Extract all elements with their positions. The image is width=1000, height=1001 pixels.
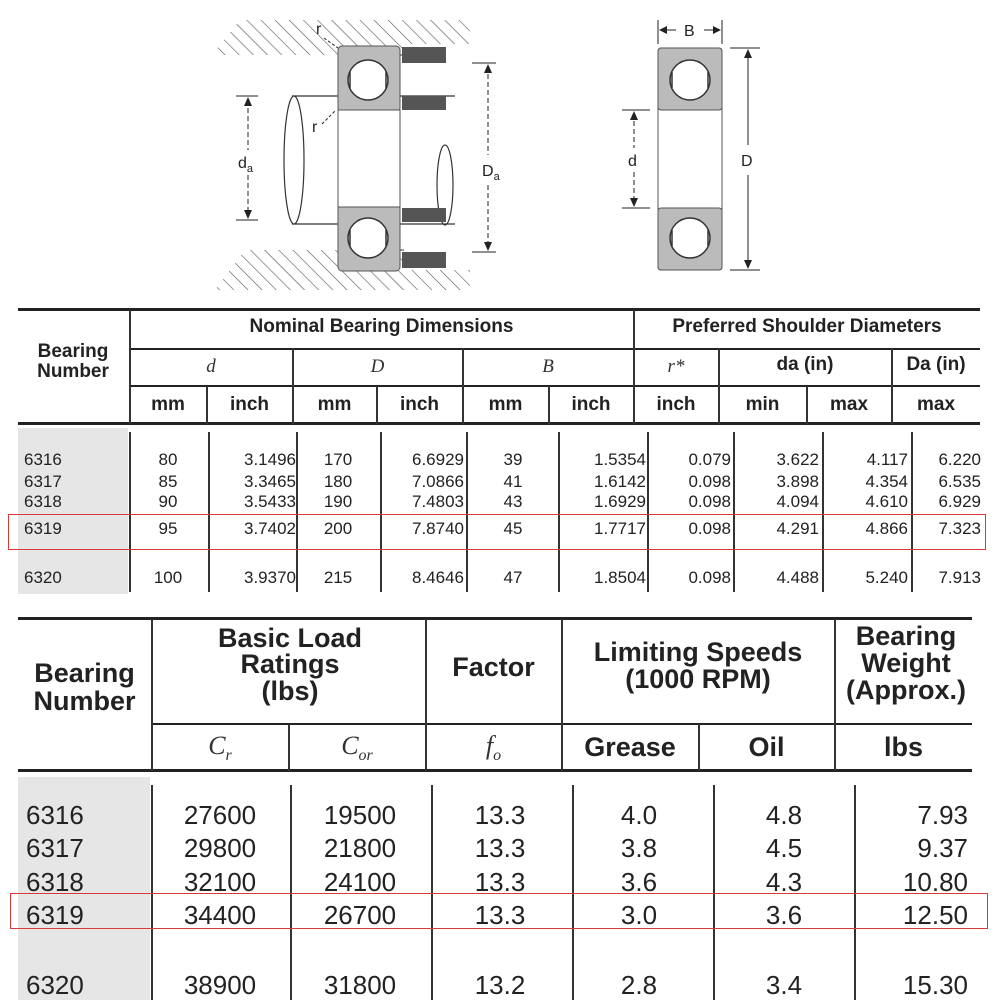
table-cell: 13.3 bbox=[474, 833, 526, 863]
shoulder-block bbox=[402, 96, 446, 110]
bearing-weight-header: Bearing Weight (Approx.) bbox=[846, 621, 966, 705]
shoulder-block bbox=[402, 208, 446, 222]
ball-top bbox=[348, 60, 388, 100]
table-cell: 3.898 bbox=[776, 472, 819, 491]
bearing-number-cell: 6316 bbox=[26, 800, 84, 830]
table-cell: 5.240 bbox=[865, 568, 908, 587]
unit-header: inch bbox=[571, 394, 611, 415]
table-cell: 15.30 bbox=[902, 970, 968, 1000]
table-cell: 3.6 bbox=[765, 900, 803, 930]
bearing-number-header: Bearing Number bbox=[33, 658, 136, 717]
bearing-inner bbox=[338, 110, 400, 207]
oil-header: Oil bbox=[748, 732, 785, 762]
da-label: d bbox=[238, 155, 247, 172]
basic-load-ratings-header: Basic Load Ratings (lbs) bbox=[217, 623, 363, 706]
table-cell: 1.6929 bbox=[594, 492, 646, 511]
bearing-number-cell: 6319 bbox=[26, 900, 84, 930]
table-cell: 4.291 bbox=[776, 519, 819, 538]
table-cell: 170 bbox=[323, 450, 353, 469]
table-cell: 7.913 bbox=[938, 568, 981, 587]
table-cell: 4.866 bbox=[865, 519, 908, 538]
unit-header: inch bbox=[229, 394, 270, 415]
bearing-number-cell: 6319 bbox=[24, 519, 62, 538]
table-cell: 19500 bbox=[323, 800, 397, 830]
table-cell: 13.3 bbox=[474, 800, 526, 830]
unit-header: mm bbox=[151, 394, 185, 415]
Da-subscript: a bbox=[493, 171, 500, 183]
shaft-end bbox=[284, 96, 304, 224]
table-cell: 34400 bbox=[183, 900, 257, 930]
symbol-B: B bbox=[542, 356, 554, 377]
table-cell: 38900 bbox=[183, 970, 257, 1000]
da-in-header: da (in) bbox=[776, 354, 834, 375]
table-cell: 43 bbox=[503, 492, 523, 511]
table-cell: 29800 bbox=[183, 833, 257, 863]
table-cell: 4.3 bbox=[765, 867, 803, 897]
table-cell: 0.098 bbox=[688, 519, 731, 538]
bearing-diagrams bbox=[0, 0, 1000, 300]
table-cell: 13.3 bbox=[474, 867, 526, 897]
header-bottom-rule bbox=[18, 422, 980, 425]
table-cell: 200 bbox=[323, 519, 353, 538]
table-cell: 7.323 bbox=[938, 519, 981, 538]
unit-header: min bbox=[745, 394, 780, 415]
unit-header: mm bbox=[488, 394, 523, 415]
table-cell: 3.4 bbox=[765, 970, 803, 1000]
table-cell: 8.4646 bbox=[412, 568, 464, 587]
unit-header: inch bbox=[399, 394, 440, 415]
D-label: D bbox=[741, 153, 753, 170]
symbol-cr: $C_r$ bbox=[208, 731, 232, 765]
bearing-number-cell: 6320 bbox=[24, 568, 62, 587]
bearing-number-cell: 6317 bbox=[26, 833, 84, 863]
d-label: d bbox=[628, 153, 637, 170]
factor-header: Factor bbox=[452, 652, 535, 682]
table-cell: 41 bbox=[503, 472, 523, 491]
table-cell: 31800 bbox=[323, 970, 397, 1000]
table-cell: 4.094 bbox=[776, 492, 819, 511]
header-bottom-rule bbox=[18, 769, 972, 772]
limiting-speeds-header: Limiting Speeds (1000 RPM) bbox=[593, 637, 803, 694]
Da-label: D bbox=[482, 163, 494, 180]
table-cell: 6.6929 bbox=[412, 450, 464, 469]
table-cell: 12.50 bbox=[902, 900, 968, 930]
table-cell: 215 bbox=[323, 568, 353, 587]
dimensions-table bbox=[0, 300, 1000, 600]
table-cell: 3.3465 bbox=[244, 472, 296, 491]
load-ratings-table bbox=[0, 605, 1000, 1000]
bearing-number-cell: 6318 bbox=[26, 867, 84, 897]
table-cell: 190 bbox=[323, 492, 353, 511]
table-cell: 7.0866 bbox=[412, 472, 464, 491]
table-cell: 95 bbox=[158, 519, 178, 538]
table-cell: 180 bbox=[323, 472, 353, 491]
table-cell: 0.098 bbox=[688, 472, 731, 491]
table-cell: 1.8504 bbox=[594, 568, 646, 587]
table-cell: 39 bbox=[503, 450, 523, 469]
table-cell: 9.37 bbox=[917, 833, 968, 863]
B-label: B bbox=[684, 23, 695, 40]
table-cell: 80 bbox=[158, 450, 178, 469]
unit-header: max bbox=[916, 394, 956, 415]
table-cell: 3.0 bbox=[620, 900, 658, 930]
table-cell: 2.8 bbox=[620, 970, 658, 1000]
table-cell: 27600 bbox=[183, 800, 257, 830]
symbol-d: d bbox=[206, 356, 216, 377]
symbol-D: D bbox=[370, 356, 385, 377]
table-cell: 90 bbox=[158, 492, 178, 511]
ball-right-bottom bbox=[670, 218, 710, 258]
table-cell: 32100 bbox=[183, 867, 257, 897]
table-top-rule bbox=[18, 617, 972, 620]
table-cell: 4.354 bbox=[865, 472, 908, 491]
symbol-cor: $C_{or}$ bbox=[341, 731, 373, 765]
table-top-rule bbox=[18, 308, 980, 311]
table-cell: 4.5 bbox=[765, 833, 803, 863]
table-cell: 4.8 bbox=[765, 800, 803, 830]
bearing-diagram-svg bbox=[0, 0, 1000, 300]
table-cell: 7.4803 bbox=[412, 492, 464, 511]
table-cell: 3.9370 bbox=[244, 568, 296, 587]
unit-header: mm bbox=[317, 394, 352, 415]
symbol-fo: $f_o$ bbox=[485, 731, 502, 765]
r-label-mid: r bbox=[312, 119, 318, 136]
shoulder-block bbox=[402, 252, 446, 268]
r-label-top: r bbox=[316, 21, 322, 38]
table-cell: 1.6142 bbox=[594, 472, 646, 491]
table-cell: 3.7402 bbox=[244, 519, 296, 538]
table-cell: 0.098 bbox=[688, 568, 731, 587]
shoulder-block bbox=[402, 47, 446, 63]
svg-text:da bbox=[238, 155, 254, 175]
bearing-number-cell: 6318 bbox=[24, 492, 62, 511]
preferred-shoulder-header: Preferred Shoulder Diameters bbox=[672, 316, 942, 337]
Da-in-header: Da (in) bbox=[906, 354, 966, 375]
table-cell: 4.0 bbox=[620, 800, 658, 830]
table-cell: 3.1496 bbox=[244, 450, 296, 469]
ball-bottom bbox=[348, 218, 388, 258]
table-cell: 6.220 bbox=[938, 450, 981, 469]
table-cell: 7.93 bbox=[917, 800, 968, 830]
unit-header: inch bbox=[656, 394, 696, 415]
table-cell: 0.079 bbox=[688, 450, 731, 469]
table-cell: 1.5354 bbox=[594, 450, 646, 469]
bearing-number-cell: 6316 bbox=[24, 450, 62, 469]
table-cell: 13.3 bbox=[474, 900, 526, 930]
table-cell: 26700 bbox=[323, 900, 397, 930]
ball-right-top bbox=[670, 60, 710, 100]
nominal-dimensions-header: Nominal Bearing Dimensions bbox=[249, 316, 514, 337]
svg-text:Da bbox=[482, 163, 501, 183]
table-cell: 4.117 bbox=[866, 450, 908, 469]
table-cell: 47 bbox=[503, 568, 523, 587]
grease-header: Grease bbox=[584, 732, 676, 762]
table-cell: 7.8740 bbox=[412, 519, 464, 538]
table-cell: 4.488 bbox=[776, 568, 819, 587]
table-cell: 3.8 bbox=[620, 833, 658, 863]
table-cell: 6.535 bbox=[938, 472, 981, 491]
bearing-number-cell: 6320 bbox=[26, 970, 84, 1000]
table-cell: 24100 bbox=[323, 867, 397, 897]
table-cell: 45 bbox=[503, 519, 523, 538]
table-cell: 3.6 bbox=[620, 867, 658, 897]
table-cell: 4.610 bbox=[865, 492, 908, 511]
table-cell: 1.7717 bbox=[594, 519, 646, 538]
da-subscript: a bbox=[246, 163, 254, 175]
table-cell: 13.2 bbox=[474, 970, 526, 1000]
table-cell: 10.80 bbox=[902, 867, 968, 897]
bearing-number-cell: 6317 bbox=[24, 472, 62, 491]
table-cell: 21800 bbox=[323, 833, 397, 863]
table-cell: 0.098 bbox=[688, 492, 731, 511]
table-cell: 6.929 bbox=[938, 492, 981, 511]
unit-header: max bbox=[829, 394, 869, 415]
table-cell: 100 bbox=[153, 568, 183, 587]
table-cell: 3.622 bbox=[776, 450, 819, 469]
symbol-r: r* bbox=[667, 356, 685, 377]
table-cell: 3.5433 bbox=[244, 492, 296, 511]
table-cell: 85 bbox=[158, 472, 178, 491]
bearing-number-header: Bearing Number bbox=[37, 341, 109, 382]
lbs-header: lbs bbox=[883, 732, 923, 762]
